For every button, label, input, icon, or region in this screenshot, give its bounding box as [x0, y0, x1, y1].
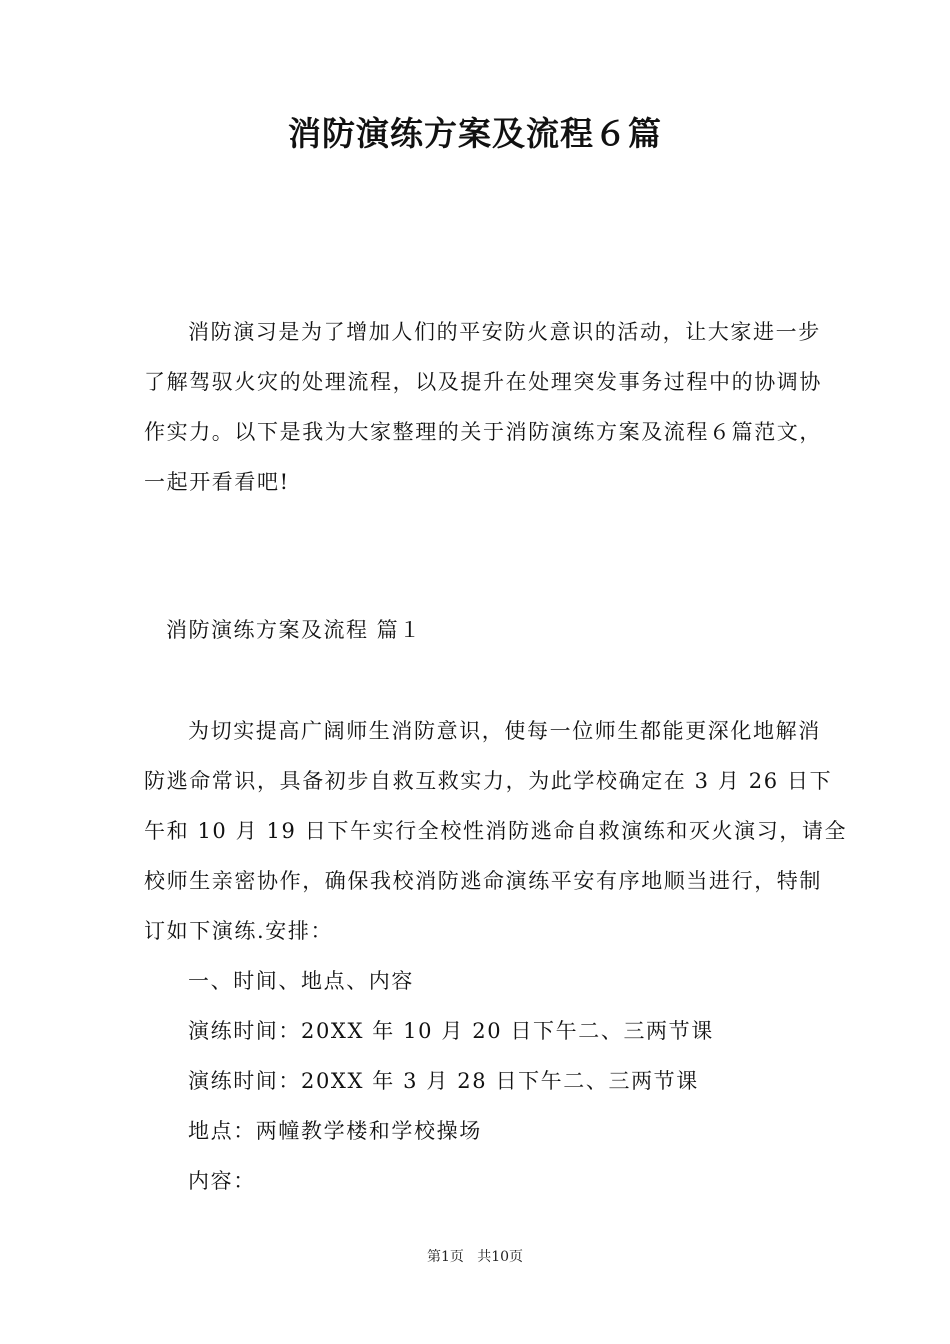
- body-line: 为切实提高广阔师生消防意识，使每一位师生都能更深化地解消: [188, 719, 821, 743]
- list-item: 一、时间、地点、内容: [188, 969, 414, 993]
- intro-line: 作实力。以下是我为大家整理的关于消防演练方案及流程６篇范文，: [144, 420, 822, 444]
- body-line: 防逃命常识，具备初步自救互救实力，为此学校确定在 3 月 26 日下: [144, 769, 833, 793]
- body-line: 午和 10 月 19 日下午实行全校性消防逃命自救演练和灭火演习，请全: [144, 819, 848, 843]
- intro-line: 了解驾驭火灾的处理流程，以及提升在处理突发事务过程中的协调协: [144, 370, 822, 394]
- list-item: 地点：两幢教学楼和学校操场: [188, 1119, 482, 1143]
- intro-line: 一起开看看吧!: [144, 470, 290, 494]
- list-item: 演练时间：20XX 年 3 月 28 日下午二、三两节课: [188, 1069, 699, 1093]
- page-footer: 第1页 共10页: [426, 1249, 524, 1265]
- document-title: 消防演练方案及流程６篇: [288, 114, 662, 153]
- list-item: 内容：: [188, 1169, 256, 1193]
- body-line: 校师生亲密协作，确保我校消防逃命演练平安有序地顺当进行，特制: [144, 869, 822, 893]
- section-title: 消防演练方案及流程 篇１: [166, 618, 422, 642]
- intro-paragraph: [144, 307, 822, 507]
- schedule-list: [144, 956, 809, 1206]
- body-line: 订如下演练.安排：: [144, 919, 334, 943]
- list-item: 演练时间：20XX 年 10 月 20 日下午二、三两节课: [188, 1019, 714, 1043]
- body-paragraph: [144, 706, 848, 956]
- intro-line: 消防演习是为了增加人们的平安防火意识的活动，让大家进一步: [188, 320, 821, 344]
